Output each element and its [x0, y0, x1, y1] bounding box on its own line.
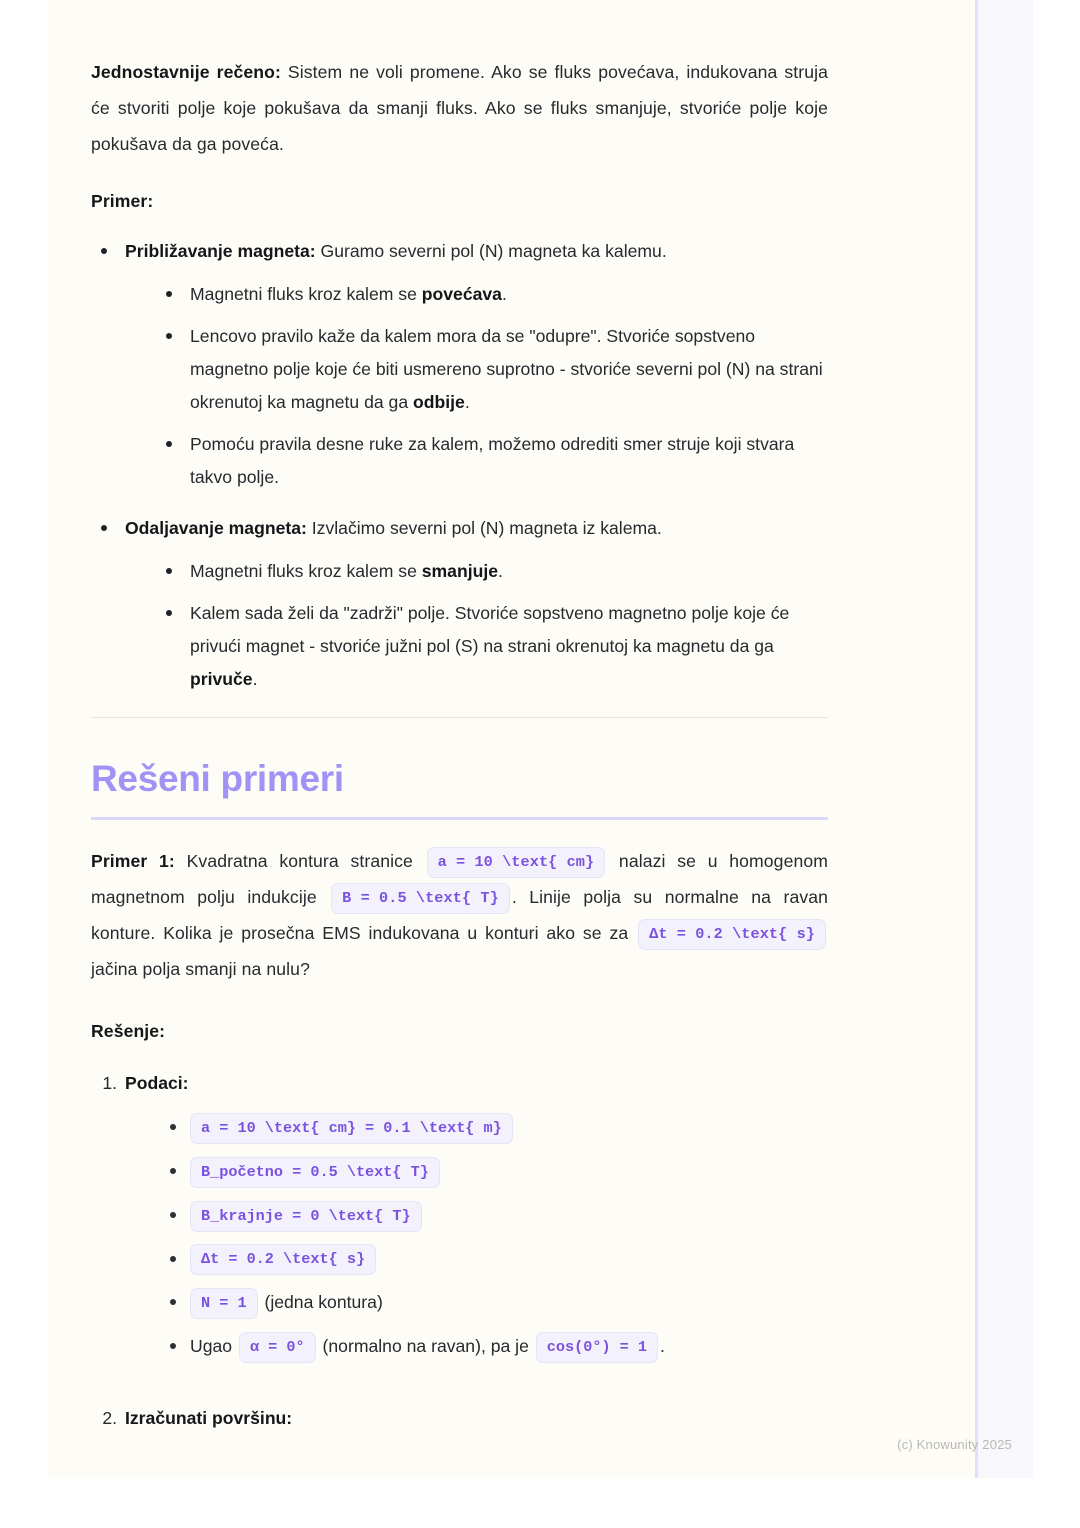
list-item: [91, 1066, 828, 1363]
approach-list-block: [91, 233, 828, 496]
intro-lead-label: Jednostavnije rečeno:: [91, 62, 281, 82]
heading-underline: [91, 817, 828, 820]
sub-text-bold: povećava: [421, 284, 502, 304]
list-item: [162, 1244, 828, 1276]
solution-label-text: Rešenje:: [91, 1021, 166, 1041]
inline-code-chip: Δt = 0.2 \text{ s}: [190, 1244, 376, 1275]
page-gutter-strip: [978, 0, 1033, 1478]
problem-text-1: Kvadratna kontura stranice: [174, 851, 425, 871]
removal-title-rest: Izvlačimo severni pol (N) magneta iz kalema.: [306, 518, 662, 538]
list-item: [91, 233, 828, 494]
list-item: [156, 278, 828, 311]
sub-text-before: Lencovo pravilo kaže da kalem mora da se "odupre". Stvoriće sopstveno magnetno polje koje će biti usmereno suprotno - stvoriće severni pol (N) na strani okrenutoj ka magnetu da ga: [190, 326, 823, 412]
solution-label: [91, 1013, 828, 1049]
bullet-dot-icon: [101, 248, 107, 254]
section-divider-block: [91, 717, 828, 718]
page-title: Rešeni primeri: [91, 758, 344, 799]
problem-statement-block: [91, 843, 828, 987]
step-one-block: [91, 1066, 828, 1375]
inline-code-chip: B = 0.5 \text{ T}: [331, 883, 510, 914]
step-number: 2.: [102, 1408, 117, 1428]
copyright-watermark: (c) Knowunity 2025: [897, 1437, 1012, 1452]
problem-statement: [91, 843, 828, 987]
approach-title: Približavanje magneta:: [125, 241, 316, 261]
list-item: [162, 1200, 828, 1232]
bullet-dot-icon: [170, 1256, 176, 1262]
approach-sublist-wrap: [156, 278, 828, 494]
bullet-dot-icon: [166, 441, 172, 447]
list-item: [156, 428, 828, 494]
approach-title-rest: Guramo severni pol (N) magneta ka kalemu.: [315, 241, 667, 261]
bullet-dot-icon: [166, 568, 172, 574]
step-number: 1.: [102, 1073, 117, 1093]
list-item: [156, 555, 828, 588]
list-item: [156, 597, 828, 696]
removal-list-block: [91, 510, 828, 698]
section-heading-block: [91, 757, 828, 820]
approach-sublist: [156, 278, 828, 494]
removal-sublist-wrap: [156, 555, 828, 696]
sub-text-after: .: [498, 561, 503, 581]
sub-text-bold: privuče: [190, 669, 253, 689]
step-label: Izračunati površinu:: [125, 1408, 293, 1428]
primer-label: [91, 183, 828, 219]
given-data-list: [125, 1112, 828, 1363]
inline-code-chip: a = 10 \text{ cm} = 0.1 \text{ m}: [190, 1113, 513, 1144]
sub-text-before: Kalem sada želi da "zadrži" polje. Stvoriće sopstveno magnetno polje koje će privući magnet - stvoriće južni pol (S) na strani okrenutoj ka magnetu da ga: [190, 603, 790, 656]
bullet-dot-icon: [170, 1124, 176, 1130]
bullet-dot-icon: [170, 1168, 176, 1174]
step-two-block: [91, 1401, 828, 1435]
list-item: [91, 510, 828, 696]
inline-code-chip: α = 0°: [239, 1332, 316, 1363]
horizontal-divider: [91, 717, 828, 718]
solution-steps: [91, 1066, 828, 1363]
problem-label: Primer 1:: [91, 851, 175, 871]
approach-list: [91, 233, 828, 494]
sub-text-bold: odbije: [413, 392, 465, 412]
inline-code-chip: a = 10 \text{ cm}: [427, 847, 606, 878]
list-item: [91, 1401, 828, 1435]
sub-text-before: Magnetni fluks kroz kalem se: [190, 561, 422, 581]
removal-list: [91, 510, 828, 696]
primer-label-text: Primer:: [91, 191, 154, 211]
intro-paragraph: [91, 54, 828, 162]
inline-code-chip: cos(0°) = 1: [536, 1332, 658, 1363]
removal-title: Odaljavanje magneta:: [125, 518, 307, 538]
intro-paragraph-block: [91, 54, 828, 162]
bullet-dot-icon: [101, 525, 107, 531]
bullet-dot-icon: [166, 610, 172, 616]
list-item: [162, 1112, 828, 1144]
data-item-post-text-2: .: [660, 1336, 665, 1357]
data-item-post-text: (normalno na ravan), pa je: [317, 1336, 534, 1357]
bullet-dot-icon: [170, 1212, 176, 1218]
removal-sublist: [156, 555, 828, 696]
problem-text-4: jačina polja smanji na nulu?: [91, 959, 310, 979]
primer-label-block: [91, 183, 828, 219]
sub-text-after: .: [501, 284, 507, 304]
bullet-dot-icon: [170, 1343, 176, 1349]
bullet-dot-icon: [166, 333, 172, 339]
sub-text-before: Magnetni fluks kroz kalem se: [190, 284, 422, 304]
sub-text-bold: smanjuje: [421, 561, 499, 581]
problem-text-2: nalazi se u homogenom magnetnom polju indukcije: [91, 851, 828, 907]
data-item-post-text: (jedna kontura): [259, 1292, 383, 1313]
data-item-pre-text: Ugao: [190, 1336, 237, 1357]
inline-code-chip: B_početno = 0.5 \text{ T}: [190, 1157, 440, 1188]
step-label: Podaci:: [125, 1073, 189, 1093]
list-item: [162, 1331, 828, 1363]
list-item: [162, 1287, 828, 1319]
inline-code-chip: N = 1: [190, 1288, 258, 1319]
sub-text-after: .: [464, 392, 470, 412]
sub-text-before: Pomoću pravila desne ruke za kalem, možemo odrediti smer struje koji stvara takvo polje.: [190, 434, 795, 487]
inline-code-chip: Δt = 0.2 \text{ s}: [638, 919, 826, 950]
inline-code-chip: B_krajnje = 0 \text{ T}: [190, 1201, 422, 1232]
problem-text-3: . Linije polja su normalne na ravan konture. Kolika je prosečna EMS indukovana u konturi ako se za: [91, 887, 828, 943]
solution-label-block: [91, 1013, 828, 1049]
bullet-dot-icon: [170, 1299, 176, 1305]
solution-steps-continued: [91, 1401, 828, 1435]
sub-text-after: .: [252, 669, 258, 689]
list-item: [162, 1156, 828, 1188]
intro-body-text: Sistem ne voli promene. Ako se fluks povećava, indukovana struja će stvoriti polje koje pokušava da smanji fluks. Ako se fluks smanjuje, stvoriće polje koje pokušava da ga poveća.: [91, 62, 828, 154]
list-item: [156, 320, 828, 419]
bullet-dot-icon: [166, 291, 172, 297]
